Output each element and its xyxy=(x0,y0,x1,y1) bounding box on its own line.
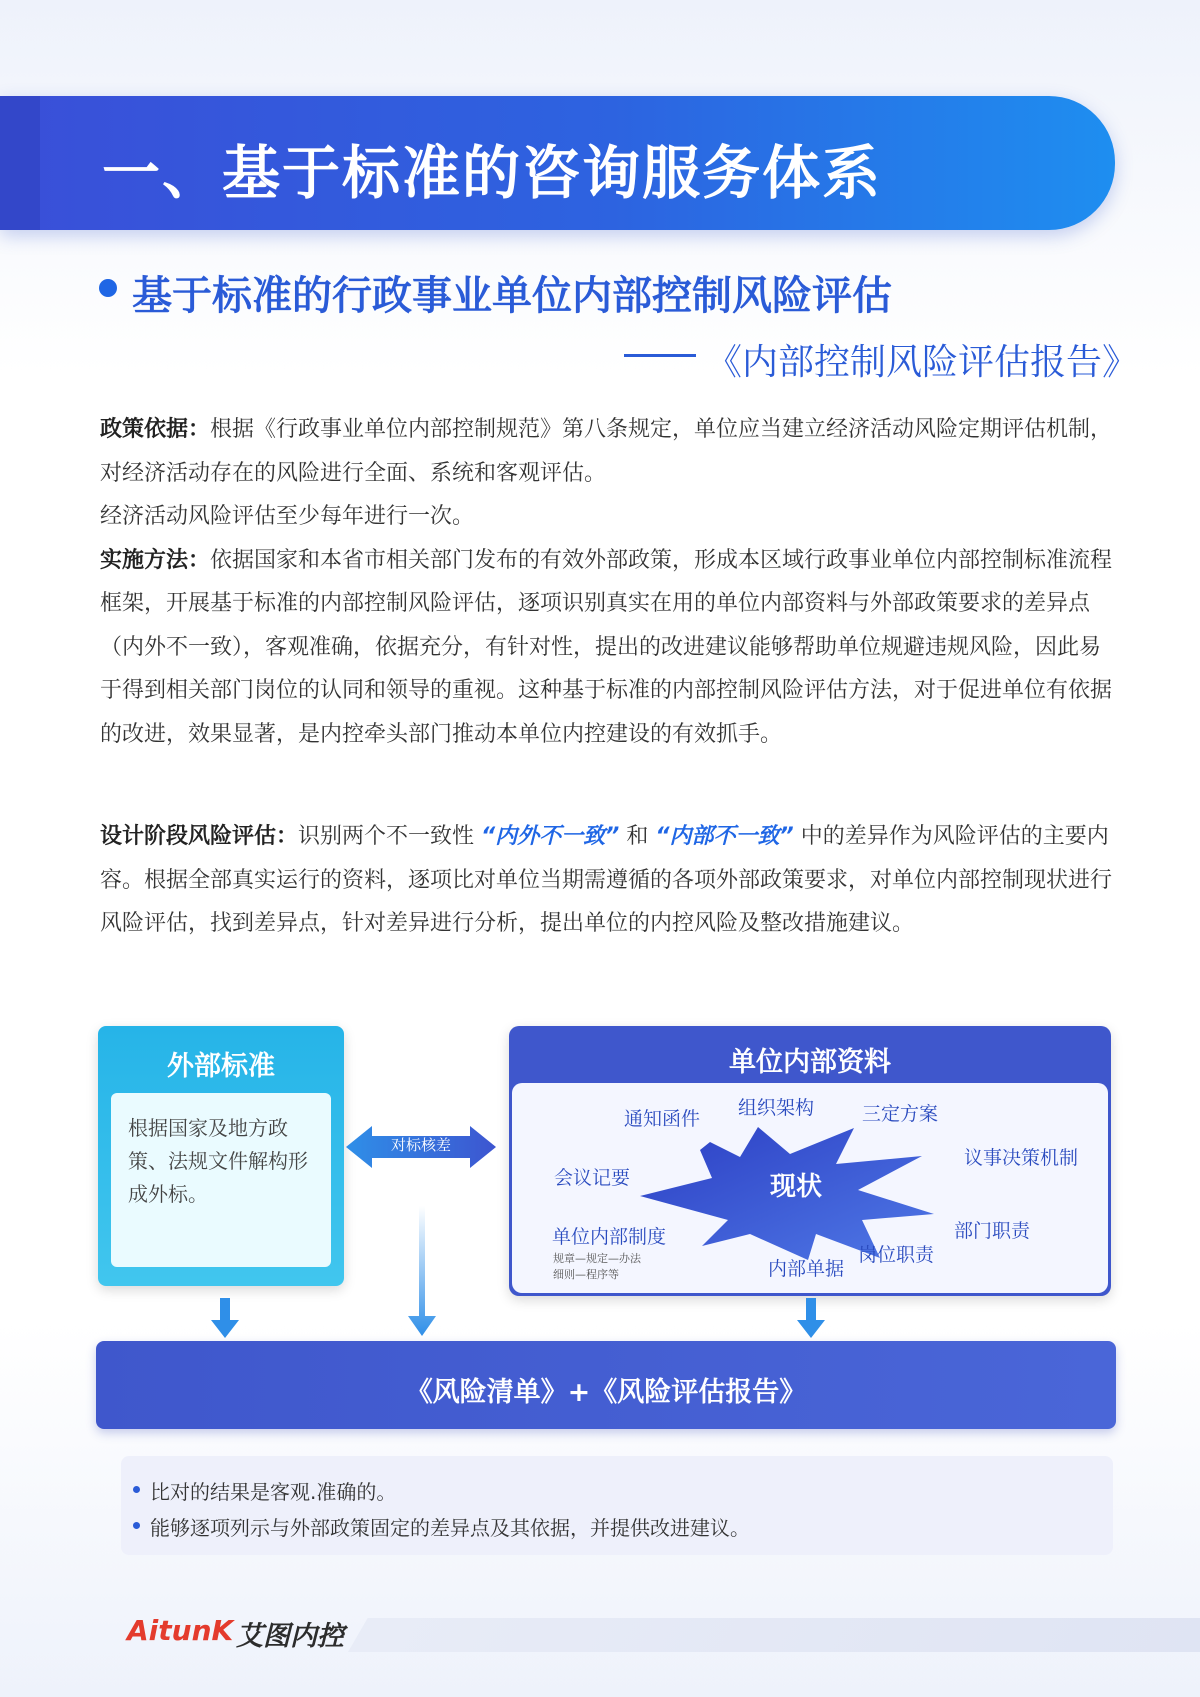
brand-logo-en: AitunK xyxy=(127,1614,234,1647)
design-label: 设计阶段风险评估： xyxy=(100,824,299,849)
section-subtitle: 基于标准的行政事业单位内部控制风险评估 xyxy=(132,273,892,319)
page-title: 一、基于标准的咨询服务体系 xyxy=(102,139,883,207)
method-label: 实施方法： xyxy=(100,547,211,573)
label-meeting: 会议记要 xyxy=(554,1167,631,1189)
label-sanding: 三定方案 xyxy=(862,1103,939,1125)
label-org: 组织架构 xyxy=(738,1097,815,1119)
method-text: 依据国家和本省市相关部门发布的有效外部政策，形成本区域行政事业单位内部控制标准流程框架，开展基于标准的内部控制风险评估，逐项识别真实在用的单位内部资料与外部政策要求的差异点（内外不一致），客观准确，依据充分，有针对性，提出的改进建议能够帮助单位规避违规风险，因此易于得到相关部门岗位的认同和领导的重视。这种基于标准的内部控制风险评估方法，对于促进单位有依据的改进，效果显著，是内控牵头部门推动本单位内控建设的有效抓手。 xyxy=(100,547,1113,747)
label-decision: 议事决策机制 xyxy=(964,1147,1079,1169)
policy-paragraph xyxy=(100,408,1116,756)
design-paragraph xyxy=(100,815,1116,946)
policy-label: 政策依据： xyxy=(100,417,211,442)
report-title: 《内部控制风险评估报告》 xyxy=(706,342,1139,383)
dash-divider xyxy=(624,354,696,357)
design-highlight-2: “内部不一致” xyxy=(655,824,794,849)
label-system-sub1: 规章—规定—办法 xyxy=(553,1252,641,1265)
note-bullet-icon xyxy=(133,1522,140,1529)
note-bullet-icon xyxy=(133,1486,140,1493)
bullet-dot-icon xyxy=(99,279,117,297)
external-standard-text: 根据国家及地方政策、法规文件解构形成外标。 xyxy=(128,1116,308,1206)
label-system-sub2: 细则—程序等 xyxy=(553,1268,619,1281)
down-arrow-icon xyxy=(408,1206,436,1336)
design-post: 中的差异作为风险评估的主要内容。根据全部真实运行的资料，逐项比对单位当期需遵循的各项外部政策要求，对单位内部控制现状进行风险评估，找到差异点，针对差异进行分析，提出单位的内控风险及整改措施建议。 xyxy=(100,824,1113,936)
design-highlight-1: “内外不一致” xyxy=(481,824,620,849)
result-text: 《风险清单》+《风险评估报告》 xyxy=(405,1377,807,1408)
label-dept: 部门职责 xyxy=(954,1220,1031,1242)
compare-label: 对标核差 xyxy=(390,1136,451,1154)
label-system: 单位内部制度 xyxy=(552,1226,667,1248)
policy-text-2: 经济活动风险评估至少每年进行一次。 xyxy=(100,504,475,529)
label-notice: 通知函件 xyxy=(624,1108,701,1130)
down-arrow-icon xyxy=(797,1298,825,1338)
label-post: 岗位职责 xyxy=(858,1244,935,1266)
label-docs: 内部单据 xyxy=(768,1258,845,1280)
note-item: 能够逐项列示与外部政策固定的差异点及其依据，并提供改进建议。 xyxy=(150,1516,750,1540)
note-item: 比对的结果是客观.准确的。 xyxy=(150,1480,397,1504)
brand-logo-cn: 艾图内控 xyxy=(236,1621,344,1652)
design-pre: 识别两个不一致性 xyxy=(298,824,482,849)
policy-text: 根据《行政事业单位内部控制规范》第八条规定，单位应当建立经济活动风险定期评估机制，对经济活动存在的风险进行全面、系统和客观评估。 xyxy=(100,417,1113,486)
center-label: 现状 xyxy=(770,1172,823,1202)
external-standard-title: 外部标准 xyxy=(167,1051,275,1082)
internal-materials-title: 单位内部资料 xyxy=(729,1047,891,1078)
design-mid: 和 xyxy=(619,824,656,849)
down-arrow-icon xyxy=(211,1298,239,1338)
footer-stripe xyxy=(348,1618,1200,1652)
banner-stripe xyxy=(0,96,40,230)
